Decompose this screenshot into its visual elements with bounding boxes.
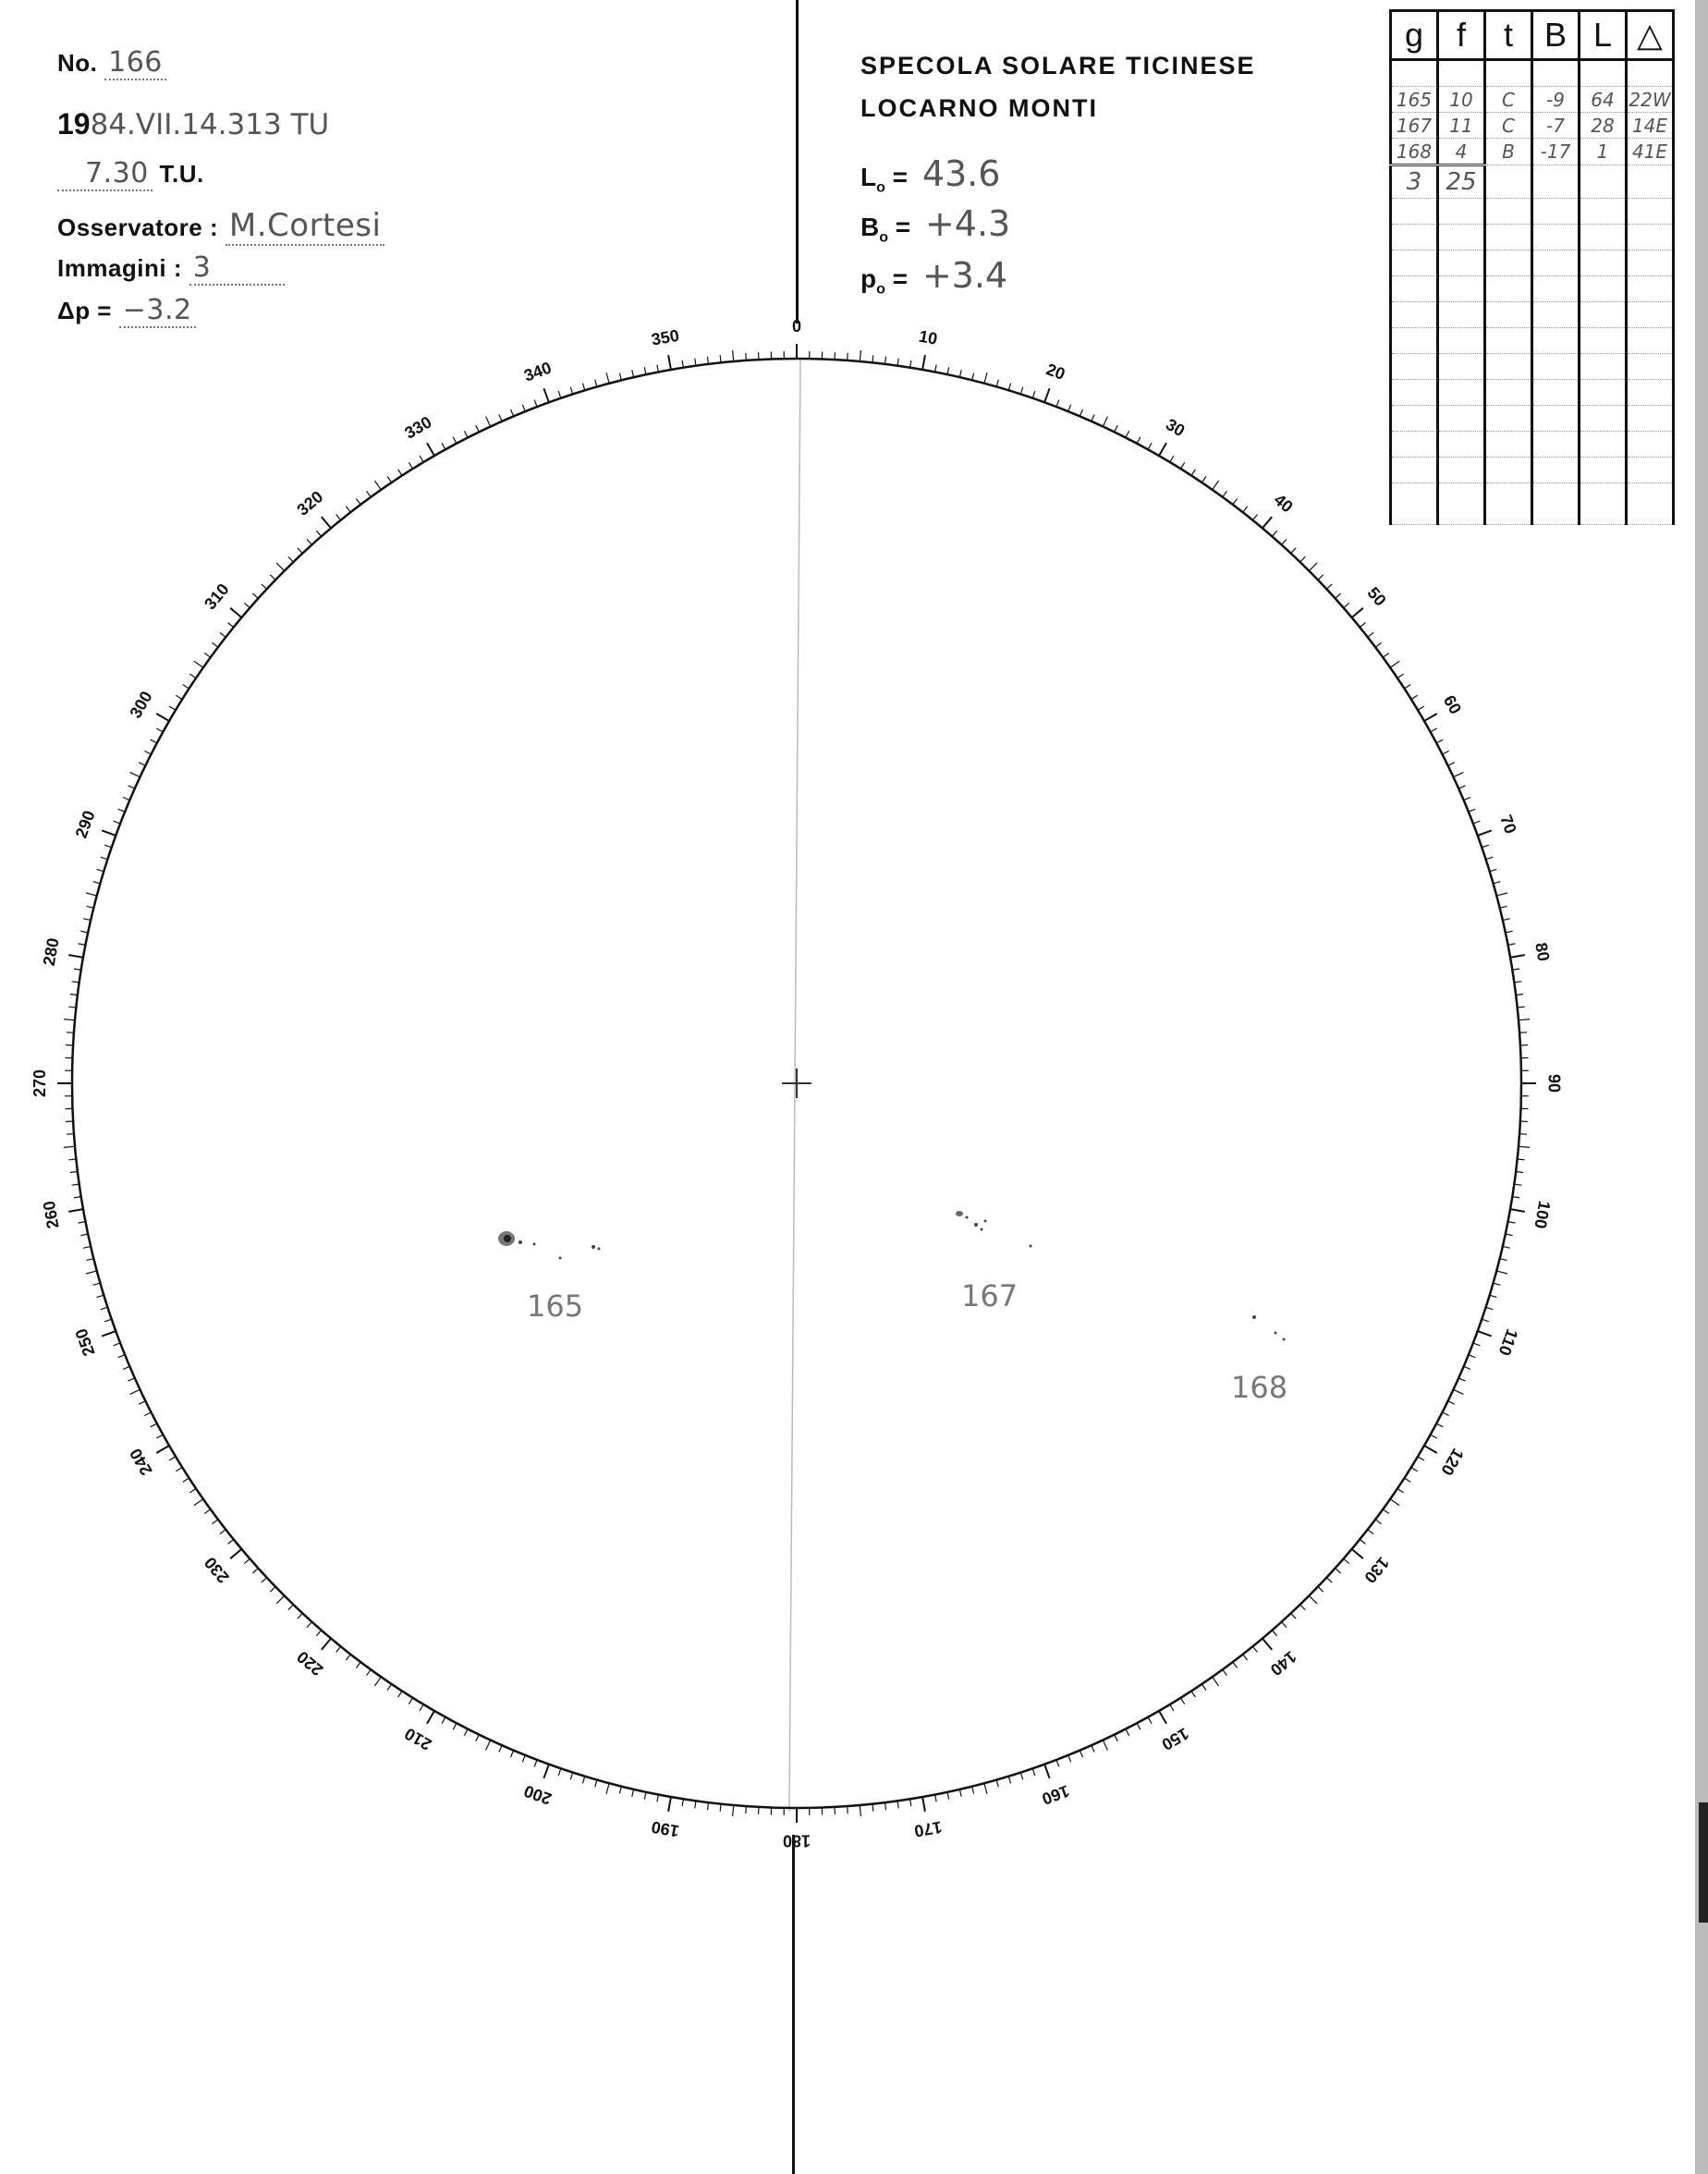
scale-tick <box>102 830 116 836</box>
observatory-location: LOCARNO MONTI <box>860 94 1098 122</box>
scale-label-300: 300 <box>126 688 156 722</box>
sunspot-umbra <box>504 1235 511 1242</box>
scale-label-120: 120 <box>1437 1445 1468 1479</box>
cell-delta: 22W <box>1627 87 1674 113</box>
scale-label-320: 320 <box>293 487 327 519</box>
scale-tick <box>733 350 734 361</box>
scale-tick <box>1390 661 1399 667</box>
scale-label-130: 130 <box>1360 1553 1393 1587</box>
scale-tick <box>1478 1331 1492 1337</box>
cell-f: 11 <box>1438 113 1485 139</box>
observer-value: M.Cortesi <box>226 207 385 246</box>
scale-tick <box>1213 1677 1219 1686</box>
scale-label-210: 210 <box>401 1724 435 1754</box>
scale-tick <box>606 373 609 384</box>
param-l0-sub: o <box>876 179 885 196</box>
sunspot-pore <box>1275 1332 1277 1335</box>
scale-label-350: 350 <box>650 325 681 349</box>
scale-tick <box>322 517 331 528</box>
sunspot-pore <box>598 1248 601 1251</box>
scale-tick <box>276 563 285 571</box>
scale-tick <box>156 714 169 721</box>
param-b0-value: +4.3 <box>924 203 1011 244</box>
scale-label-150: 150 <box>1158 1724 1192 1754</box>
scale-label-280: 280 <box>39 936 63 968</box>
scale-tick <box>1159 1711 1166 1724</box>
scale-tick <box>1044 388 1050 402</box>
scale-label-160: 160 <box>1039 1781 1072 1809</box>
scale-tick <box>1103 1740 1107 1751</box>
scale-tick <box>102 1331 116 1337</box>
scale-tick <box>1213 481 1219 490</box>
scale-tick <box>130 773 140 777</box>
scale-tick <box>1424 714 1437 721</box>
param-l0-label: L <box>860 163 877 191</box>
scale-tick <box>1519 1146 1530 1147</box>
record-number-value: 166 <box>104 46 166 80</box>
scale-tick <box>1390 1499 1399 1506</box>
scale-tick <box>606 1783 609 1794</box>
sunspot-pore <box>966 1216 969 1219</box>
cell-t: C <box>1485 113 1532 139</box>
scale-tick <box>427 443 434 456</box>
col-header-l: L <box>1580 11 1627 60</box>
scale-tick <box>1263 517 1272 528</box>
scale-tick <box>984 373 987 384</box>
scale-tick <box>68 1209 83 1212</box>
scale-tick <box>68 955 83 958</box>
cell-delta: 14E <box>1627 113 1674 139</box>
scale-label-50: 50 <box>1363 583 1390 610</box>
scale-label-290: 290 <box>71 808 99 841</box>
col-header-b: B <box>1532 11 1580 60</box>
col-header-delta: △ <box>1627 11 1674 60</box>
record-number-label: No. <box>57 49 98 77</box>
observer-label: Osservatore : <box>57 214 219 241</box>
sunspot-pore <box>592 1245 595 1249</box>
scale-tick <box>1454 773 1464 777</box>
time-value: 7.30 <box>57 157 152 191</box>
scale-label-20: 20 <box>1043 360 1068 384</box>
param-p0-value: +3.4 <box>921 255 1008 296</box>
scale-tick <box>1159 443 1166 456</box>
scale-tick <box>1309 563 1317 571</box>
scale-tick <box>427 1711 434 1724</box>
scale-tick <box>276 1595 285 1604</box>
time-label: T.U. <box>159 160 204 188</box>
sunspot-pore <box>533 1243 536 1246</box>
scale-tick <box>1103 417 1107 427</box>
cell-b: -17 <box>1532 139 1580 165</box>
scale-tick <box>1263 1639 1272 1650</box>
scale-label-60: 60 <box>1439 691 1466 718</box>
sunspot-pore <box>559 1257 562 1260</box>
scale-label-220: 220 <box>293 1647 327 1679</box>
scale-label-140: 140 <box>1266 1647 1300 1679</box>
central-meridian-line <box>789 360 800 1812</box>
scale-label-260: 260 <box>39 1199 63 1230</box>
cell-t: C <box>1485 87 1532 113</box>
cell-delta: 41E <box>1627 139 1674 165</box>
sunspot-group-168 <box>1231 1315 1287 1405</box>
scale-tick <box>230 1549 241 1558</box>
scale-tick <box>194 1499 203 1506</box>
scale-tick <box>1309 1595 1317 1604</box>
scale-tick <box>230 608 241 617</box>
scale-label-30: 30 <box>1162 414 1189 441</box>
group-label-168: 168 <box>1231 1370 1288 1405</box>
group-label-167: 167 <box>961 1278 1019 1313</box>
cell-g: 165 <box>1391 87 1438 113</box>
param-p0-label: p <box>860 264 877 293</box>
cell-b: -9 <box>1532 87 1580 113</box>
scale-tick <box>1496 1271 1507 1274</box>
cell-b: -7 <box>1532 113 1580 139</box>
scale-label-80: 80 <box>1531 941 1554 963</box>
scale-tick <box>668 355 671 370</box>
param-b0-sub: o <box>879 229 889 246</box>
total-groups: 3 <box>1391 165 1438 199</box>
cell-l: 64 <box>1580 87 1627 113</box>
images-label: Immagini : <box>57 254 183 282</box>
scale-tick <box>374 481 381 490</box>
scale-tick <box>543 1765 549 1778</box>
param-p0-eq: = <box>892 264 909 293</box>
scale-tick <box>1352 1549 1363 1558</box>
scale-tick <box>1454 1389 1464 1394</box>
scale-label-240: 240 <box>126 1445 156 1479</box>
scale-tick <box>194 661 203 667</box>
delta-label: Δp = <box>57 297 112 324</box>
scale-label-270: 270 <box>30 1069 49 1098</box>
scale-label-340: 340 <box>521 358 555 385</box>
year-prefix: 19 <box>57 107 91 140</box>
col-header-g: g <box>1391 11 1438 60</box>
scale-tick <box>1424 1446 1437 1453</box>
scale-label-100: 100 <box>1531 1199 1555 1230</box>
scale-label-230: 230 <box>201 1553 233 1587</box>
scale-label-310: 310 <box>201 580 233 614</box>
scale-tick <box>922 355 925 370</box>
scale-tick <box>1478 830 1492 836</box>
cell-l: 1 <box>1580 139 1627 165</box>
sunspot-pore <box>1283 1338 1286 1341</box>
scale-label-110: 110 <box>1494 1326 1522 1359</box>
cell-l: 28 <box>1580 113 1627 139</box>
observatory-name: SPECOLA SOLARE TICINESE <box>860 52 1256 79</box>
images-value: 3 <box>189 251 286 286</box>
scale-label-0: 0 <box>791 316 802 336</box>
sunspot-group-167 <box>956 1211 1032 1313</box>
total-spots: 25 <box>1438 165 1485 199</box>
sunspot-pore <box>974 1223 978 1227</box>
scale-tick <box>1352 608 1363 617</box>
scale-label-190: 190 <box>650 1817 681 1841</box>
scale-label-40: 40 <box>1270 490 1297 517</box>
scale-label-90: 90 <box>1544 1073 1564 1093</box>
sunspot-pore <box>518 1240 522 1244</box>
scale-tick <box>543 388 549 402</box>
col-header-t: t <box>1485 11 1532 60</box>
scale-label-250: 250 <box>71 1325 99 1359</box>
scale-tick <box>1044 1765 1050 1778</box>
scale-tick <box>86 893 97 896</box>
param-l0-value: 43.6 <box>921 153 1001 194</box>
param-b0-eq: = <box>895 213 911 241</box>
cell-g: 168 <box>1391 139 1438 165</box>
scale-label-330: 330 <box>401 412 435 443</box>
scale-label-180: 180 <box>782 1831 811 1850</box>
scale-tick <box>486 417 491 427</box>
cell-t: B <box>1485 139 1532 165</box>
scale-tick <box>1496 893 1507 896</box>
scale-tick <box>668 1797 671 1812</box>
scale-label-10: 10 <box>917 326 939 348</box>
sunspot-pore <box>984 1220 987 1223</box>
scale-tick <box>984 1783 987 1794</box>
scale-tick <box>486 1740 491 1751</box>
scale-tick <box>1510 955 1525 958</box>
scale-tick <box>374 1677 381 1686</box>
col-header-f: f <box>1438 11 1485 60</box>
scale-tick <box>156 1446 169 1453</box>
date-value: 84.VII.14.313 TU <box>90 108 330 141</box>
scale-tick <box>733 1805 734 1816</box>
sunspot-pore <box>1252 1315 1256 1319</box>
sunspot-group-165 <box>498 1231 601 1324</box>
scale-tick <box>64 1146 75 1147</box>
scale-tick <box>1510 1209 1525 1212</box>
param-p0-sub: o <box>876 281 885 298</box>
scale-label-200: 200 <box>521 1781 555 1809</box>
cell-f: 10 <box>1438 87 1485 113</box>
scale-tick <box>130 1389 140 1394</box>
group-label-165: 165 <box>527 1289 584 1324</box>
sunspot-pore <box>1030 1245 1032 1248</box>
scale-tick <box>922 1797 925 1812</box>
cell-f: 4 <box>1438 139 1485 165</box>
scale-label-170: 170 <box>912 1817 944 1841</box>
sunspot-pore <box>981 1228 983 1231</box>
sunspot-penumbra <box>956 1211 963 1216</box>
scale-label-70: 70 <box>1496 812 1520 837</box>
param-l0-eq: = <box>892 163 909 191</box>
scale-tick <box>86 1271 97 1274</box>
delta-value: −3.2 <box>119 294 196 328</box>
cell-g: 167 <box>1391 113 1438 139</box>
param-b0-label: B <box>860 213 880 241</box>
scale-tick <box>322 1639 331 1650</box>
